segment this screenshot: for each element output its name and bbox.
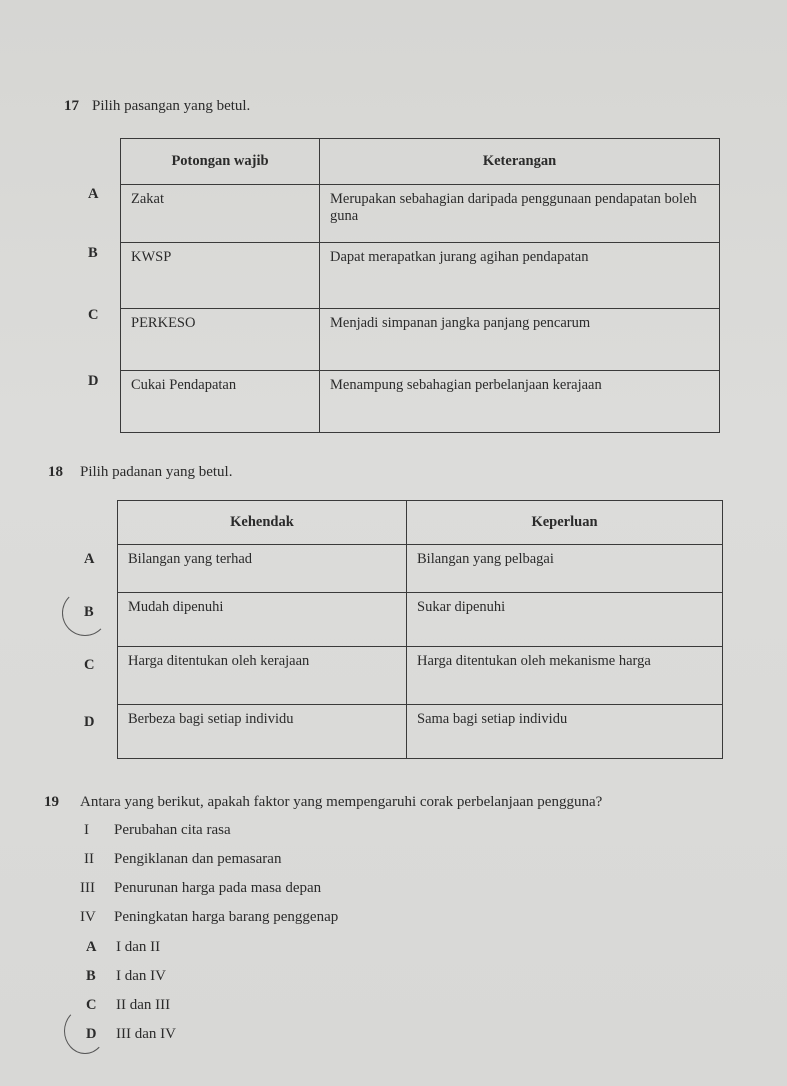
q17-option-a-letter[interactable]: A: [88, 186, 99, 202]
q17-b-col2: Dapat merapatkan jurang agihan pendapatan: [320, 243, 720, 309]
q19-number: 19: [44, 794, 59, 810]
q19-statement-roman: III: [80, 880, 95, 896]
q19-statement-roman: I: [84, 822, 89, 838]
q18-option-a-letter[interactable]: A: [84, 551, 95, 567]
answer-circle-mark: [64, 1008, 106, 1054]
q18-b-col1: Mudah dipenuhi: [118, 593, 407, 647]
q19-option-a-letter[interactable]: A: [86, 939, 97, 955]
q17-d-col1: Cukai Pendapatan: [121, 371, 320, 433]
table-row: [121, 309, 720, 371]
q17-d-col2: Menampung sebahagian perbelanjaan kerajaan: [320, 371, 720, 433]
q17-table: [120, 138, 720, 433]
q17-a-col1: Zakat: [121, 185, 320, 243]
q17-header-keterangan: Keterangan: [320, 139, 720, 185]
q19-statement-text: Peningkatan harga barang penggenap: [114, 909, 339, 925]
q17-header-potongan: Potongan wajib: [121, 139, 320, 185]
q19-statement-roman: IV: [80, 909, 96, 925]
table-row: [118, 705, 723, 759]
table-row: [121, 371, 720, 433]
q18-c-col1: Harga ditentukan oleh kerajaan: [118, 647, 407, 705]
q17-number: 17: [64, 98, 79, 114]
q19-option-d-text[interactable]: III dan IV: [116, 1026, 176, 1042]
q17-option-d-letter[interactable]: D: [88, 373, 99, 389]
q18-table: [117, 500, 723, 759]
q17-a-col2: Merupakan sebahagian daripada penggunaan pendapatan boleh guna: [320, 185, 720, 243]
table-row: [118, 545, 723, 593]
q18-a-col1: Bilangan yang terhad: [118, 545, 407, 593]
q17-b-col1: KWSP: [121, 243, 320, 309]
q18-option-d-letter[interactable]: D: [84, 714, 95, 730]
q18-option-b-letter[interactable]: B: [84, 604, 94, 620]
q18-d-col2: Sama bagi setiap individu: [407, 705, 723, 759]
q19-option-b-text[interactable]: I dan IV: [116, 968, 166, 984]
q18-option-c-letter[interactable]: C: [84, 657, 95, 673]
q18-stem: Pilih padanan yang betul.: [80, 464, 233, 480]
q19-option-c-letter[interactable]: C: [86, 997, 97, 1013]
q17-option-c-letter[interactable]: C: [88, 307, 99, 323]
q19-option-b-letter[interactable]: B: [86, 968, 96, 984]
table-row: [121, 243, 720, 309]
q19-option-a-text[interactable]: I dan II: [116, 939, 161, 955]
q18-number: 18: [48, 464, 63, 480]
q17-c-col2: Menjadi simpanan jangka panjang pencarum: [320, 309, 720, 371]
q18-c-col2: Harga ditentukan oleh mekanisme harga: [407, 647, 723, 705]
q17-c-col1: PERKESO: [121, 309, 320, 371]
q18-a-col2: Bilangan yang pelbagai: [407, 545, 723, 593]
q19-statement-text: Perubahan cita rasa: [114, 822, 231, 838]
q18-b-col2: Sukar dipenuhi: [407, 593, 723, 647]
table-row: [121, 185, 720, 243]
q19-option-d-letter[interactable]: D: [86, 1026, 97, 1042]
q18-header-kehendak: Kehendak: [118, 501, 407, 545]
q17-option-b-letter[interactable]: B: [88, 245, 98, 261]
answer-circle-mark: [62, 590, 108, 636]
q19-option-c-text[interactable]: II dan III: [116, 997, 171, 1013]
q19-stem: Antara yang berikut, apakah faktor yang mempengaruhi corak perbelanjaan pengguna?: [80, 794, 603, 810]
table-row: [118, 647, 723, 705]
table-row: [118, 593, 723, 647]
q19-statement-roman: II: [84, 851, 94, 867]
q17-stem: Pilih pasangan yang betul.: [92, 98, 251, 114]
q19-statement-text: Pengiklanan dan pemasaran: [114, 851, 282, 867]
q19-statement-text: Penurunan harga pada masa depan: [114, 880, 322, 896]
q18-d-col1: Berbeza bagi setiap individu: [118, 705, 407, 759]
q18-header-keperluan: Keperluan: [407, 501, 723, 545]
